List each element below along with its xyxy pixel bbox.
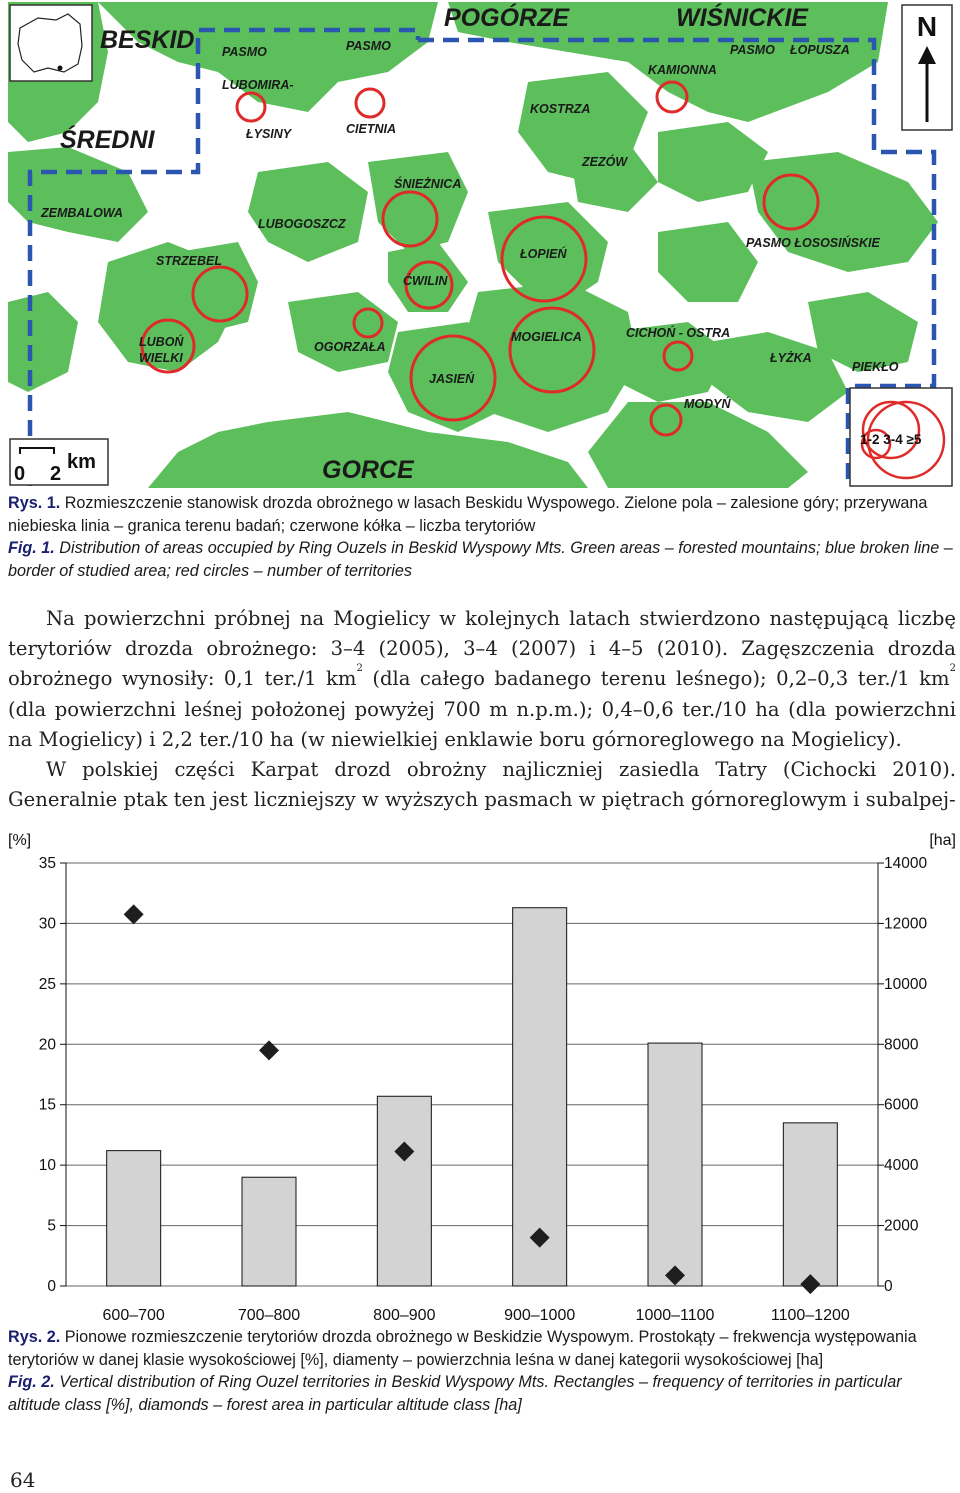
- y-tick-label-left: 0: [47, 1278, 56, 1295]
- paragraph: W polskiej części Karpat drozd obrożny najliczniej zasiedla Tatry (Cichocki 2010). Generalnie ptak ten jest liczniejszy w wyższych pasmach w piętrach górnoreglowym i subalpej-: [8, 758, 956, 812]
- figure-1-caption: [8, 492, 956, 582]
- place-label: PASMO: [222, 45, 267, 59]
- place-label: PIEKŁO: [852, 360, 899, 374]
- legend-label: 1-2 3-4 ≥5: [860, 432, 922, 447]
- y-tick-label-left: 30: [38, 915, 56, 933]
- x-category-label: 900–1000: [504, 1307, 576, 1324]
- region-label-wisnickie: WIŚNICKIE: [676, 4, 808, 32]
- caption-pl: [8, 1326, 956, 1371]
- x-category-label: 1100–1200: [770, 1307, 850, 1324]
- place-label: STRZEBEL: [156, 254, 222, 268]
- y-tick-label-right: 14000: [884, 855, 928, 872]
- caption-label: Rys. 2.: [8, 1328, 61, 1346]
- x-category-label: 1000–1100: [635, 1307, 715, 1324]
- place-label: ŚNIEŻNICA: [394, 177, 462, 191]
- place-label: PASMO: [346, 39, 391, 53]
- caption-text: Distribution of areas occupied by Ring Ouzels in Beskid Wyspowy Mts. Green areas – forested mountains; blue broken line – border of studied area; red circles – number of territories: [8, 539, 953, 580]
- caption-text: Rozmieszczenie stanowisk drozda obrożnego w lasach Beskidu Wyspowego. Zielone pola – zalesione góry; przerywana niebieska linia – granica terenu badań; czerwone kółka – liczba terytoriów: [8, 494, 928, 535]
- place-label: JASIEŃ: [429, 372, 475, 386]
- y-tick-label-left: 5: [47, 1217, 56, 1235]
- place-label: CICHOŃ - OSTRA: [626, 326, 731, 340]
- place-label: ŁYSINY: [246, 127, 292, 141]
- y-axis-left-label: [%]: [8, 832, 32, 849]
- y-tick-label-left: 25: [38, 975, 56, 993]
- caption-text: Vertical distribution of Ring Ouzel territories in Beskid Wyspowy Mts. Rectangles – frequency of territories in particular altitude class [%], diamonds – forest area in particular altitude class [ha]: [8, 1373, 902, 1414]
- place-label: ŁOPIEŃ: [520, 247, 567, 261]
- paragraph: Na powierzchni próbnej na Mogielicy w kolejnych latach stwierdzono następującą liczbę terytoriów drozda obrożnego: 3–4 (2005), 3–4 (2007) i 4–5 (2010). Zagęszczenia drozda obrożnego wynosiły: 0,1 ter./1 $km^2$ (dla całego badanego terenu leśnego); 0,2–0,3 ter./1 $km^2$ (dla powierzchni leśnej położonej powyżej 700 m n.p.m.); 0,4–0,6 ter./10 ha (dla powierzchni na Mogielicy) i 2,2 ter./10 ha (w niewielkiej enklawie boru górnoreglowego na Mogielicy).: [8, 607, 956, 751]
- body-text: [8, 604, 956, 815]
- region-label-pogorze: POGÓRZE: [444, 4, 570, 32]
- altitude-chart: [4, 825, 960, 1325]
- y-tick-label-left: 35: [38, 855, 56, 872]
- y-tick-label-left: 20: [38, 1036, 56, 1054]
- y-tick-label-right: 2000: [884, 1217, 919, 1235]
- bar: [377, 1096, 431, 1286]
- poland-inset: [10, 5, 92, 81]
- figure-2-caption: [8, 1326, 956, 1416]
- caption-en: [8, 1371, 956, 1416]
- y-tick-label-right: 8000: [884, 1036, 919, 1054]
- y-tick-label-right: 0: [884, 1278, 893, 1295]
- place-label: ŁOPUSZA: [790, 43, 850, 57]
- place-label: KAMIONNA: [648, 63, 717, 77]
- place-label: PASMO: [730, 43, 775, 57]
- bar: [783, 1123, 837, 1286]
- scale-unit: km: [67, 451, 96, 473]
- caption-pl: [8, 492, 956, 537]
- place-label: OGORZAŁA: [314, 340, 386, 354]
- diamond-marker: [124, 904, 144, 924]
- place-label: ŁYŻKA: [770, 351, 812, 365]
- region-label-beskid: BESKID: [100, 26, 195, 54]
- caption-en: [8, 537, 956, 582]
- place-label: LUBOŃ: [139, 335, 184, 349]
- region-label-sredni: ŚREDNI: [60, 126, 155, 154]
- bar: [648, 1043, 702, 1286]
- y-axis-right-label: [ha]: [929, 832, 956, 849]
- y-tick-label-right: 10000: [884, 975, 928, 993]
- place-label: KOSTRZA: [530, 102, 591, 116]
- scale-two: 2: [50, 463, 62, 485]
- study-area-map: [8, 2, 956, 488]
- region-label-gorce: GORCE: [322, 456, 414, 484]
- x-category-label: 600–700: [102, 1307, 165, 1324]
- y-tick-label-left: 15: [38, 1096, 56, 1114]
- caption-label: Fig. 1.: [8, 539, 55, 557]
- diamond-marker: [259, 1040, 279, 1060]
- place-label: MOGIELICA: [511, 330, 582, 344]
- x-category-label: 800–900: [373, 1307, 436, 1324]
- place-label: LUBOMIRA-: [222, 78, 294, 92]
- y-tick-label-right: 12000: [884, 915, 928, 933]
- scale-zero: 0: [14, 463, 26, 485]
- place-label: PASMO ŁOSOSIŃSKIE: [746, 236, 880, 250]
- caption-label: Fig. 2.: [8, 1373, 55, 1391]
- place-label: WIELKI: [139, 351, 183, 365]
- bar: [242, 1177, 296, 1286]
- place-label: CIETNIA: [346, 122, 396, 136]
- y-tick-label-right: 6000: [884, 1096, 919, 1114]
- place-label: ZEZÓW: [582, 155, 628, 169]
- place-label: MODYŃ: [684, 397, 731, 411]
- y-tick-label-right: 4000: [884, 1157, 919, 1175]
- x-category-label: 700–800: [237, 1307, 301, 1324]
- y-tick-label-left: 10: [38, 1157, 56, 1175]
- north-label: N: [916, 11, 938, 42]
- caption-text: Pionowe rozmieszczenie terytoriów drozda obrożnego w Beskidzie Wyspowym. Prostokąty – frekwencja występowania terytoriów w danej klasie wysokościowej [%], diamenty – powierzchnia leśna w danej kategorii wysokościowej [ha]: [8, 1328, 917, 1369]
- caption-label: Rys. 1.: [8, 494, 61, 512]
- place-label: ZEMBALOWA: [41, 206, 123, 220]
- place-label: LUBOGOSZCZ: [258, 217, 346, 231]
- place-label: ĆWILIN: [403, 274, 448, 288]
- bar: [107, 1151, 161, 1286]
- page-number: 64: [10, 1468, 36, 1492]
